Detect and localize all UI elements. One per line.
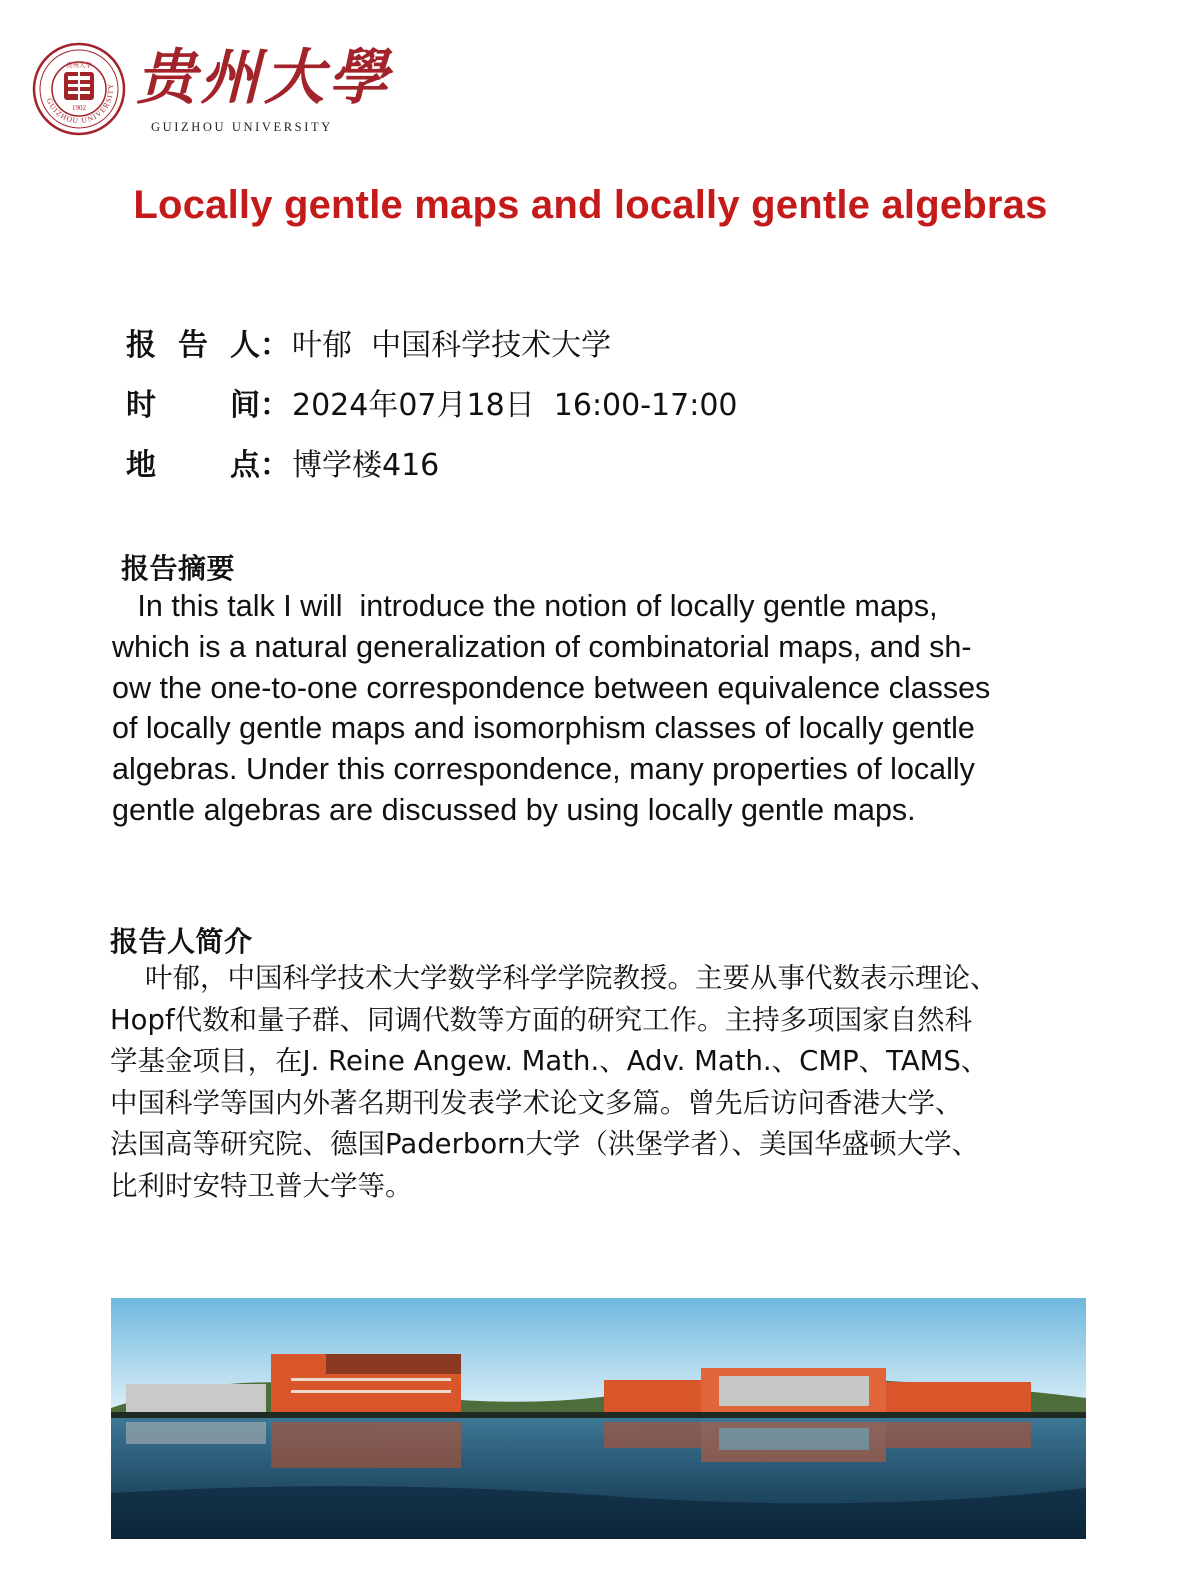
bio-line: Hopf代数和量子群、同调代数等方面的研究工作。主持多项国家自然科 xyxy=(110,1003,973,1036)
bio-heading: 报告人简介 xyxy=(110,925,253,958)
time-label: 时 间 xyxy=(126,388,260,423)
bio-line: 法国高等研究院、德国Paderborn大学（洪堡学者）、美国华盛顿大学、 xyxy=(110,1128,980,1161)
bio-line: 学基金项目，在J. Reine Angew. Math.、Adv. Math.、CMP、TAMS、 xyxy=(110,1045,989,1078)
speaker-label: 报告人 xyxy=(126,328,260,363)
time-colon: ： xyxy=(260,388,290,423)
university-logo xyxy=(32,34,392,144)
time-row xyxy=(126,372,738,432)
seal-ring-text: GUIZHOU UNIVERSITY xyxy=(44,82,116,126)
abstract-line: of locally gentle maps and isomorphism classes of locally gentle xyxy=(112,711,975,746)
seal-year: 1902 xyxy=(72,104,86,112)
abstract-heading: 报告摘要 xyxy=(121,552,236,585)
speaker-row xyxy=(126,312,738,372)
abstract-line: gentle algebras are discussed by using locally gentle maps. xyxy=(112,792,916,827)
bio-line: 叶郁，中国科学技术大学数学科学学院教授。主要从事代数表示理论、 xyxy=(110,962,998,994)
logo-english-name: GUIZHOU UNIVERSITY xyxy=(151,120,333,134)
abstract-line: algebras. Under this correspondence, many properties of locally xyxy=(112,752,975,787)
abstract-line: ow the one-to-one correspondence between equivalence classes xyxy=(112,670,991,705)
abstract-line: In this talk I will introduce the notion of locally gentle maps, xyxy=(112,589,938,623)
campus-lake-photo xyxy=(111,1298,1086,1539)
bio-line: 比利时安特卫普大学等。 xyxy=(110,1169,413,1202)
place-row xyxy=(126,432,738,492)
bio-body xyxy=(110,958,1090,1208)
speaker-value: 叶郁 中国科学技术大学 xyxy=(292,328,612,363)
speaker-colon: ： xyxy=(260,328,290,363)
place-value: 博学楼416 xyxy=(292,448,440,483)
abstract-body xyxy=(112,586,1072,831)
bio-line: 中国科学等国内外著名期刊发表学术论文多篇。曾先后访问香港大学、 xyxy=(110,1086,963,1119)
talk-info xyxy=(126,312,738,492)
logo-chinese-name: 贵州大學 xyxy=(136,43,392,113)
talk-title: Locally gentle maps and locally gentle algebras xyxy=(133,183,1048,227)
place-colon: ： xyxy=(260,448,290,483)
seal-top-text: 贵州大学 xyxy=(66,61,92,69)
university-seal-icon xyxy=(32,42,126,136)
place-label: 地 点 xyxy=(126,448,260,483)
time-value: 2024年07月18日 16:00-17:00 xyxy=(292,388,738,423)
abstract-line: which is a natural generalization of combinatorial maps, and sh- xyxy=(112,629,972,664)
